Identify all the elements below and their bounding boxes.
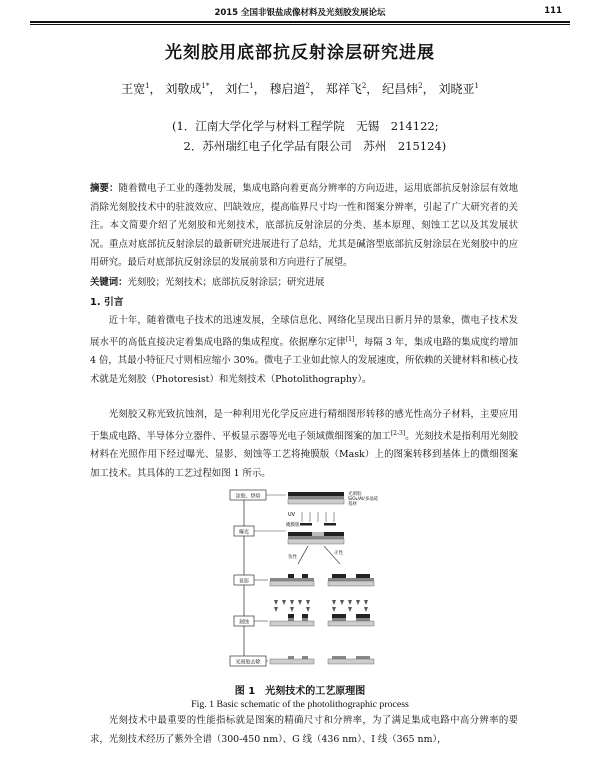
intro-paragraph-1: 近十年，随着微电子技术的迅速发展，全球信息化、网络化呈现出日新月异的景象，微电子技术发展水平的高低直接决定着集成电路的集成程度。依据摩尔定律[1]，每隔 3 年，集成电路的集成度约增加 4 倍，其最小特征尺寸则相应缩小 30%。微电子工业如此惊人的发展速度，所依赖的关键材料和核心技术就是光刻胶（Photoresist）和光刻技术（Photolithography）。 <box>90 315 518 385</box>
author: 王宽$^1$ <box>121 82 150 96</box>
author: 刘仁$^1$ <box>225 82 254 96</box>
author: 刘晓亚$^1$ <box>438 82 479 96</box>
positive-label: 正性 <box>334 551 343 556</box>
step-label-coat: 涂胶、烘焙 <box>235 493 261 500</box>
step-label-strip: 光刻胶去除 <box>235 659 261 666</box>
uv-label: UV <box>288 512 296 518</box>
intro-paragraph-3: 光刻技术中最重要的性能指标就是图案的精确尺寸和分辨率，为了满足集成电路中高分辨率的要求，光刻技术经历了紫外全谱（300-450 nm）、G 线（436 nm）、I 线（365 nm）， <box>90 715 518 745</box>
keywords-label: 关键词： <box>90 277 128 288</box>
legend-substrate: 基材 <box>348 502 357 507</box>
mask-label: 掩膜版 <box>286 523 300 528</box>
running-header <box>30 6 570 20</box>
etched-negative <box>270 614 314 626</box>
legend-photoresist: 光刻胶 <box>348 492 362 497</box>
stripped-negative <box>270 656 314 664</box>
etch-arrows <box>274 600 368 612</box>
abstract <box>90 180 518 273</box>
author: 刘敬成$^{1*}$ <box>165 82 210 96</box>
section-heading-introduction: 1. 引言 <box>90 297 124 308</box>
paper-title: 光刻胶用底部抗反射涂层研究进展 <box>165 43 435 63</box>
author: 郑祥飞$^2$ <box>325 82 367 96</box>
developed-negative <box>270 574 314 586</box>
author: 纪昌炜$^2$ <box>382 82 423 96</box>
step-label-expose: 曝光 <box>238 529 250 536</box>
header-rule-thick <box>30 21 570 23</box>
header-rule-thin <box>30 24 570 25</box>
keywords <box>90 274 518 293</box>
legend <box>348 490 379 507</box>
page-number: 111 <box>544 6 562 16</box>
keywords-text: 光刻胶；光刻技术；底部抗反射涂层；研究进展 <box>127 277 325 288</box>
stripped-positive <box>328 656 374 664</box>
step-label-etch: 刻蚀 <box>238 619 250 626</box>
legend-oxide: SiO₂/Al/多晶硅 <box>348 497 379 502</box>
wafer-stack-coated <box>288 492 344 504</box>
negative-label: 负性 <box>288 555 297 560</box>
citation: [2-3] <box>390 429 406 437</box>
author: 穆启道$^2$ <box>269 82 310 96</box>
author-list: 王宽$^1$， 刘敬成$^{1*}$， 刘仁$^1$， 穆启道$^2$， 郑祥飞$^2$， 纪昌炜$^2$， 刘晓亚$^1$ <box>121 82 479 96</box>
affiliation: (1．江南大学化学与材料工程学院 无锡 214122; <box>172 119 439 133</box>
citation: [1] <box>345 335 355 343</box>
abstract-text: 随着微电子工业的蓬勃发展，集成电路向着更高分辨率的方向迈进，运用底部抗反射涂层有效地消除光刻胶技术中的驻波效应、凹缺效应，提高临界尺寸均一性和图案分辨率，引起了广大研究者的关注。本文简要介绍了光刻胶和光刻技术，底部抗反射涂层的分类、基本原理、刻蚀工艺以及其发展状况。重点对底部抗反射涂层的最新研究进展进行了总结，尤其是碱溶型底部抗反射涂层在光刻胶中的应用研究。最后对底部抗反射涂层的发展前景和方向进行了展望。 <box>90 183 518 268</box>
abstract-label: 摘要： <box>90 183 119 194</box>
affiliation: 2．苏州瑞红电子化学品有限公司 苏州 215124) <box>172 139 447 153</box>
etched-positive <box>328 614 374 626</box>
photomask <box>300 523 336 526</box>
affiliations <box>172 116 446 156</box>
step-label-develop: 显影 <box>238 578 250 585</box>
journal-name: 2015 全国非银盐成像材料及光刻胶发展论坛 <box>214 8 386 18</box>
figure-photolithography-process <box>228 488 438 676</box>
uv-rays <box>302 512 334 522</box>
figure-caption-en: Fig. 1 Basic schematic of the photolithographic process <box>191 699 409 710</box>
intro-paragraph-2: 光刻胶又称光致抗蚀剂，是一种利用光化学反应进行精细图形转移的感光性高分子材料，主要应用于集成电路、半导体分立器件、平板显示器等光电子领域微细图案的加工[2-3]。光刻技术是指利用光刻胶材料在光照作用下经过曝光、显影、刻蚀等工艺将掩膜版（Mask）上的图案转移到基体上的微细图案加工技术。其具体的工艺过程如图 1 所示。 <box>90 409 518 479</box>
wafer-stack-exposed <box>288 532 344 544</box>
figure-caption-cn: 图 1 光刻技术的工艺原理图 <box>234 686 366 697</box>
developed-positive <box>328 574 374 586</box>
